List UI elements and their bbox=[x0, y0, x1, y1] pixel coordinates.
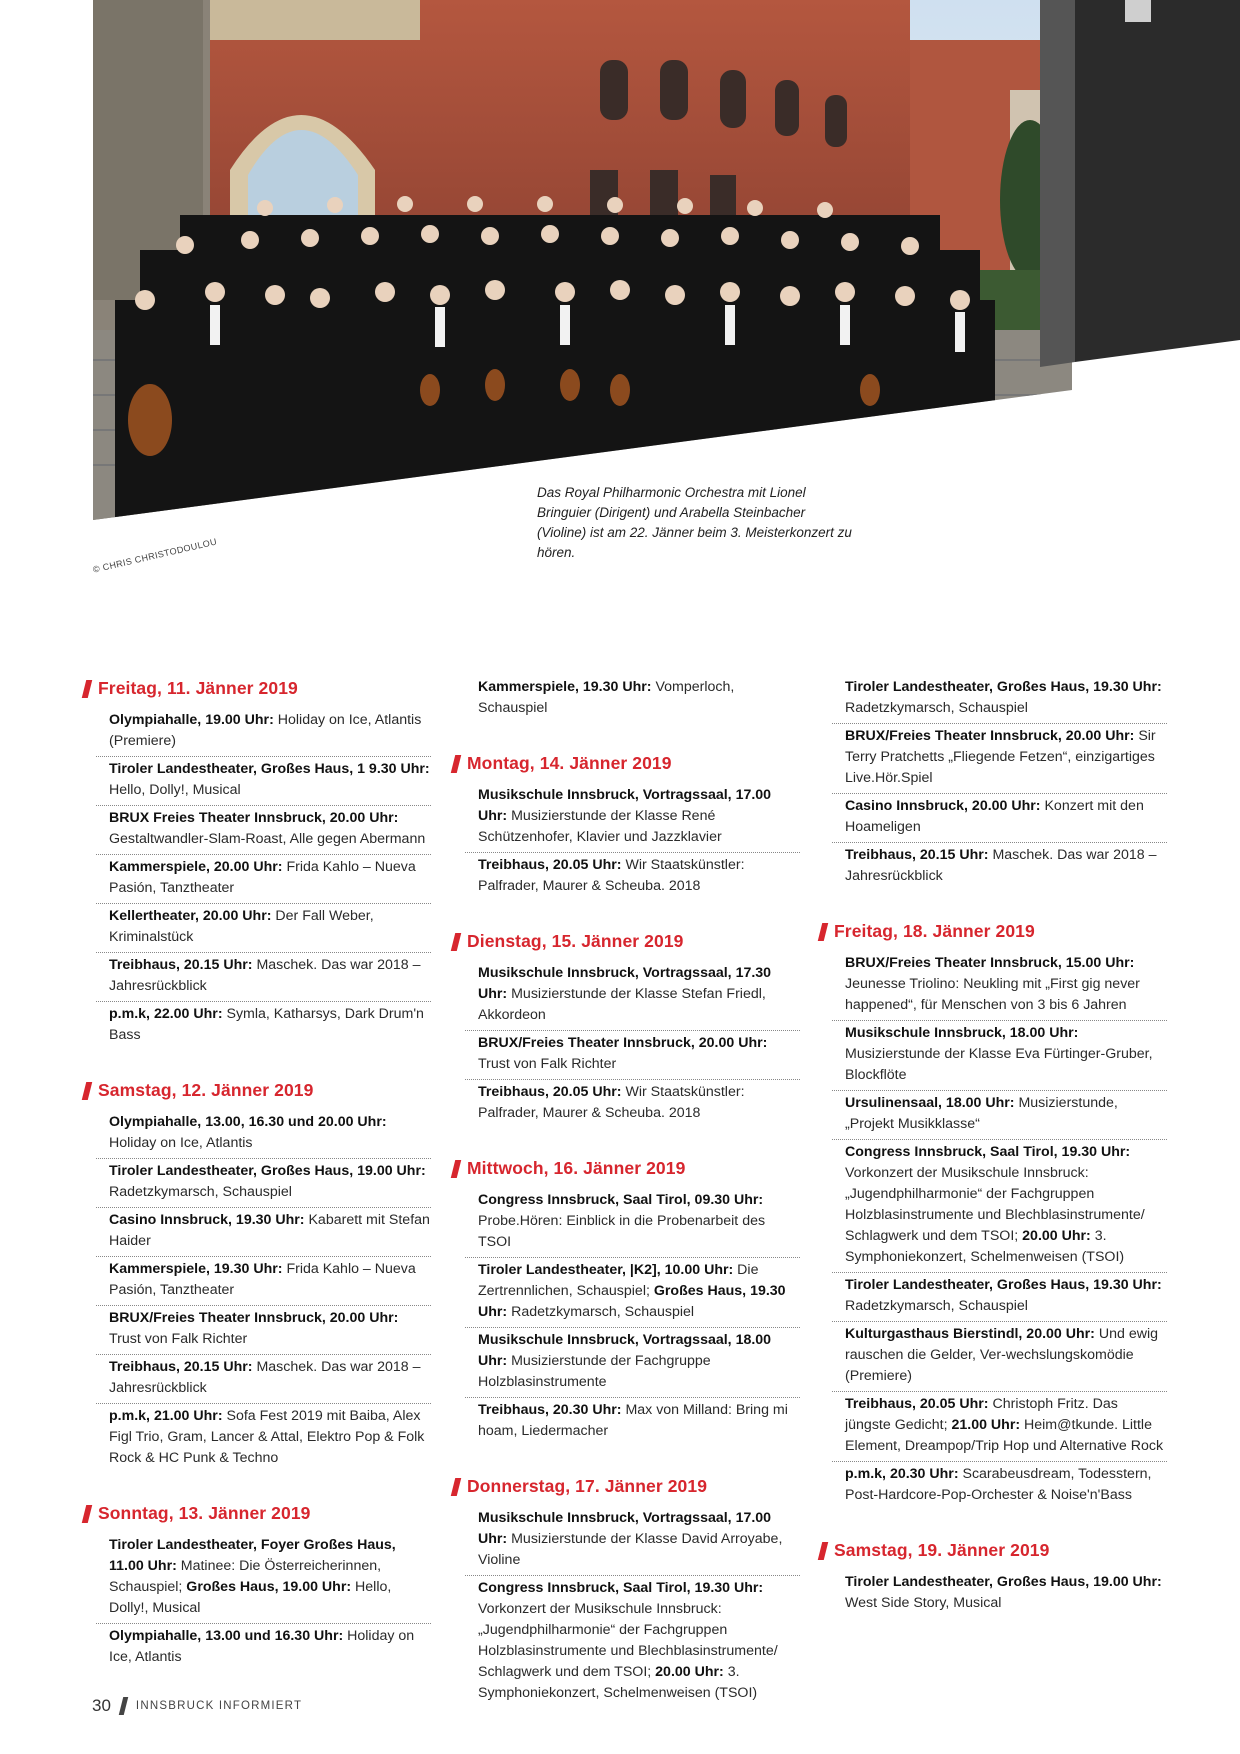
event-venue-time: Tiroler Landestheater, Großes Haus, 1 9.30 Uhr: bbox=[109, 761, 430, 777]
event-item bbox=[96, 1159, 431, 1208]
photo-credit: © CHRIS CHRISTODOULOU bbox=[92, 536, 218, 575]
event-venue-time: Kammerspiele, 20.00 Uhr: bbox=[109, 859, 283, 875]
event-description: Musizierstunde der Klasse René Schützenhofer, Klavier und Jazzklavier bbox=[478, 808, 722, 845]
event-venue-time: BRUX/Freies Theater Innsbruck, 15.00 Uhr: bbox=[845, 955, 1135, 971]
day-title: Dienstag, 15. Jänner 2019 bbox=[467, 931, 684, 951]
event-venue-time: Olympiahalle, 13.00 und 16.30 Uhr: bbox=[109, 1628, 344, 1644]
event-item bbox=[832, 675, 1167, 724]
event-venue-time: Treibhaus, 20.30 Uhr: bbox=[478, 1402, 622, 1418]
day-marker bbox=[451, 755, 461, 773]
event-venue-time: Kellertheater, 20.00 Uhr: bbox=[109, 908, 272, 924]
event-item bbox=[465, 853, 800, 901]
event-description: Wir Staatskünstler: Palfrader, Maurer & Scheuba. 2018 bbox=[478, 857, 745, 894]
event-item bbox=[96, 855, 431, 904]
day-title: Donnerstag, 17. Jänner 2019 bbox=[467, 1476, 708, 1496]
event-venue-time: BRUX/Freies Theater Innsbruck, 20.00 Uhr: bbox=[109, 1310, 399, 1326]
event-description: Und ewig rauschen die Gelder, Ver-wechslungskomödie (Premiere) bbox=[845, 1326, 1159, 1384]
event-item bbox=[465, 1576, 800, 1708]
event-item bbox=[465, 1506, 800, 1576]
day-marker bbox=[818, 1542, 828, 1560]
event-description: Musizierstunde der Fachgruppe Holzblasinstrumente bbox=[478, 1353, 711, 1390]
event-item bbox=[96, 1355, 431, 1404]
event-description: Hello, Dolly!, Musical bbox=[109, 1579, 392, 1616]
day-heading bbox=[453, 931, 800, 952]
event-venue-time: Musikschule Innsbruck, Vortragssaal, 17.30 Uhr: bbox=[478, 965, 772, 1002]
event-item bbox=[832, 1021, 1167, 1091]
event-venue-time: Casino Innsbruck, 20.00 Uhr: bbox=[845, 798, 1041, 814]
event-description: Frida Kahlo – Nueva Pasión, Tanztheater bbox=[109, 1261, 416, 1298]
event-list bbox=[465, 675, 800, 723]
event-item bbox=[96, 806, 431, 855]
event-description: Symla, Katharsys, Dark Drum'n Bass bbox=[109, 1006, 424, 1043]
event-venue-time: p.m.k, 20.30 Uhr: bbox=[845, 1466, 959, 1482]
event-item bbox=[832, 1140, 1167, 1273]
event-venue-time: BRUX/Freies Theater Innsbruck, 20.00 Uhr: bbox=[478, 1035, 768, 1051]
event-item bbox=[832, 951, 1167, 1021]
event-description: Vorkonzert der Musikschule Innsbruck: „Jugendphilharmonie“ der Fachgruppen Holzblasinstrumente und Blechblasinstrumente/ Schlagwerk und dem TSOI; bbox=[845, 1165, 1145, 1244]
event-description: Sofa Fest 2019 mit Baiba, Alex Figl Trio, Gram, Lancer & Attal, Elektro Pop & Folk Rock & HC Punk & Techno bbox=[109, 1408, 425, 1466]
event-venue-time: Tiroler Landestheater, |K2], 10.00 Uhr: bbox=[478, 1262, 734, 1278]
day-title: Samstag, 19. Jänner 2019 bbox=[834, 1540, 1050, 1560]
day-heading bbox=[84, 678, 431, 699]
event-item bbox=[465, 961, 800, 1031]
event-item bbox=[832, 1462, 1167, 1510]
day-heading bbox=[820, 921, 1167, 942]
event-description: West Side Story, Musical bbox=[845, 1595, 1002, 1611]
event-venue-time: Treibhaus, 20.15 Uhr: bbox=[845, 847, 989, 863]
event-venue-time: Kammerspiele, 19.30 Uhr: bbox=[109, 1261, 283, 1277]
event-description: Gestaltwandler-Slam-Roast, Alle gegen Abermann bbox=[109, 831, 426, 847]
event-venue-time: BRUX/Freies Theater Innsbruck, 20.00 Uhr: bbox=[845, 728, 1135, 744]
event-item bbox=[832, 1091, 1167, 1140]
column-2 bbox=[465, 675, 800, 1708]
event-description: Probe.Hören: Einblick in die Probenarbeit des TSOI bbox=[478, 1213, 766, 1250]
event-description: Christoph Fritz. Das jüngste Gedicht; bbox=[845, 1396, 1118, 1433]
event-description: Konzert mit den Hoameligen bbox=[845, 798, 1144, 835]
event-description: Jeunesse Triolino: Neukling mit „First gig never happened“, für Menschen von 3 bis 6 Jahren bbox=[845, 976, 1140, 1013]
event-venue-time: Treibhaus, 20.15 Uhr: bbox=[109, 1359, 253, 1375]
day-heading bbox=[84, 1503, 431, 1524]
event-venue-time: Olympiahalle, 19.00 Uhr: bbox=[109, 712, 274, 728]
event-venue-time: Congress Innsbruck, Saal Tirol, 19.30 Uhr: bbox=[478, 1580, 764, 1596]
event-venue-time: 20.00 Uhr: bbox=[1022, 1228, 1091, 1244]
event-item bbox=[832, 724, 1167, 794]
event-venue-time: p.m.k, 21.00 Uhr: bbox=[109, 1408, 223, 1424]
day-title: Sonntag, 13. Jänner 2019 bbox=[98, 1503, 311, 1523]
photo-caption: Das Royal Philharmonic Orchestra mit Lionel Bringuier (Dirigent) und Arabella Steinbacher (Violine) ist am 22. Jänner beim 3. Meisterkonzert zu hören. bbox=[537, 485, 852, 560]
event-description: 3. Symphoniekonzert, Schelmenweisen (TSOI) bbox=[478, 1664, 758, 1701]
event-venue-time: Musikschule Innsbruck, Vortragssaal, 18.00 Uhr: bbox=[478, 1332, 772, 1369]
event-item bbox=[96, 757, 431, 806]
event-venue-time: p.m.k, 22.00 Uhr: bbox=[109, 1006, 223, 1022]
event-item bbox=[465, 1031, 800, 1080]
event-item bbox=[465, 1080, 800, 1128]
event-venue-time: Treibhaus, 20.05 Uhr: bbox=[478, 857, 622, 873]
event-venue-time: Ursulinensaal, 18.00 Uhr: bbox=[845, 1095, 1015, 1111]
event-description: Maschek. Das war 2018 – Jahresrückblick bbox=[845, 847, 1157, 884]
event-item bbox=[96, 1208, 431, 1257]
event-description: Kabarett mit Stefan Haider bbox=[109, 1212, 430, 1249]
event-description: Musizierstunde, „Projekt Musikklasse“ bbox=[845, 1095, 1118, 1132]
event-venue-time: Tiroler Landestheater, Foyer Großes Haus, 11.00 Uhr: bbox=[109, 1537, 396, 1574]
event-description: Maschek. Das war 2018 – Jahresrückblick bbox=[109, 957, 421, 994]
day-marker bbox=[82, 1082, 92, 1100]
event-description: Hello, Dolly!, Musical bbox=[109, 782, 241, 798]
day-title: Mittwoch, 16. Jänner 2019 bbox=[467, 1158, 686, 1178]
day-marker bbox=[451, 1478, 461, 1496]
event-item bbox=[96, 1306, 431, 1355]
day-title: Freitag, 18. Jänner 2019 bbox=[834, 921, 1035, 941]
event-description: 3. Symphoniekonzert, Schelmenweisen (TSOI) bbox=[845, 1228, 1125, 1265]
event-item bbox=[832, 1322, 1167, 1392]
day-marker bbox=[818, 923, 828, 941]
event-list bbox=[96, 708, 431, 1050]
page-number: 30 bbox=[92, 1696, 111, 1715]
event-description: Heim@tkunde. Little Element, Dreampop/Trip Hop und Alternative Rock bbox=[845, 1417, 1164, 1454]
event-venue-time: Olympiahalle, 13.00, 16.30 und 20.00 Uhr: bbox=[109, 1114, 387, 1130]
event-description: Holiday on Ice, Atlantis bbox=[109, 1135, 253, 1151]
event-item bbox=[465, 1188, 800, 1258]
event-venue-time: Kammerspiele, 19.30 Uhr: bbox=[478, 679, 652, 695]
event-venue-time: BRUX Freies Theater Innsbruck, 20.00 Uhr: bbox=[109, 810, 399, 826]
day-marker bbox=[82, 1505, 92, 1523]
event-item bbox=[96, 953, 431, 1002]
day-heading bbox=[84, 1080, 431, 1101]
day-heading bbox=[453, 1158, 800, 1179]
event-description: Trust von Falk Richter bbox=[478, 1056, 617, 1072]
day-title: Montag, 14. Jänner 2019 bbox=[467, 753, 672, 773]
event-description: Holiday on Ice, Atlantis (Premiere) bbox=[109, 712, 422, 749]
event-item bbox=[465, 675, 800, 723]
event-description: Musizierstunde der Klasse David Arroyabe, Violine bbox=[478, 1531, 783, 1568]
event-description: Radetzkymarsch, Schauspiel bbox=[845, 1298, 1028, 1314]
event-item bbox=[832, 843, 1167, 891]
event-venue-time: 21.00 Uhr: bbox=[951, 1417, 1021, 1433]
event-item bbox=[832, 1392, 1167, 1462]
event-description: Vomperloch, Schauspiel bbox=[478, 679, 735, 716]
event-description: Musizierstunde der Klasse Eva Fürtinger-Gruber, Blockflöte bbox=[845, 1046, 1153, 1083]
event-list bbox=[465, 783, 800, 901]
event-description: Radetzkymarsch, Schauspiel bbox=[507, 1304, 695, 1320]
event-list bbox=[465, 1188, 800, 1446]
event-venue-time: Großes Haus, 19.30 Uhr: bbox=[478, 1283, 786, 1320]
event-description: Radetzkymarsch, Schauspiel bbox=[109, 1184, 292, 1200]
event-venue-time: Congress Innsbruck, Saal Tirol, 09.30 Uhr: bbox=[478, 1192, 764, 1208]
column-3 bbox=[832, 675, 1167, 1618]
day-marker bbox=[451, 933, 461, 951]
event-venue-time: 20.00 Uhr: bbox=[655, 1664, 724, 1680]
event-list bbox=[96, 1110, 431, 1473]
event-venue-time: Tiroler Landestheater, Großes Haus, 19.30 Uhr: bbox=[845, 679, 1162, 695]
event-item bbox=[96, 904, 431, 953]
event-item bbox=[465, 783, 800, 853]
event-item bbox=[96, 708, 431, 757]
event-venue-time: Tiroler Landestheater, Großes Haus, 19.30 Uhr: bbox=[845, 1277, 1162, 1293]
event-description: Frida Kahlo – Nueva Pasión, Tanztheater bbox=[109, 859, 416, 896]
day-heading bbox=[820, 1540, 1167, 1561]
event-venue-time: Musikschule Innsbruck, Vortragssaal, 17.00 Uhr: bbox=[478, 1510, 772, 1547]
event-item bbox=[96, 1257, 431, 1306]
event-item bbox=[465, 1258, 800, 1328]
event-description: Scarabeusdream, Todesstern, Post-Hardcore-Pop-Orchester & Noise'n'Bass bbox=[845, 1466, 1152, 1503]
publication-name: INNSBRUCK INFORMIERT bbox=[135, 1700, 303, 1712]
event-item bbox=[96, 1533, 431, 1624]
event-description: Vorkonzert der Musikschule Innsbruck: „Jugendphilharmonie“ der Fachgruppen Holzblasinstrumente und Blechblasinstrumente/ Schlagwerk und dem TSOI; bbox=[478, 1601, 778, 1680]
day-marker bbox=[82, 680, 92, 698]
event-venue-time: Treibhaus, 20.05 Uhr: bbox=[478, 1084, 622, 1100]
event-description: Musizierstunde der Klasse Stefan Friedl, Akkordeon bbox=[478, 986, 766, 1023]
event-description: Holiday on Ice, Atlantis bbox=[109, 1628, 415, 1665]
event-description: Sir Terry Pratchetts „Fliegende Fetzen“, einzigartiges Live.Hör.Spiel bbox=[845, 728, 1156, 786]
event-venue-time: Kulturgasthaus Bierstindl, 20.00 Uhr: bbox=[845, 1326, 1095, 1342]
event-item bbox=[96, 1624, 431, 1672]
event-item bbox=[465, 1328, 800, 1398]
event-venue-time: Treibhaus, 20.05 Uhr: bbox=[845, 1396, 989, 1412]
column-1 bbox=[96, 675, 431, 1672]
event-item bbox=[96, 1002, 431, 1050]
event-list bbox=[465, 1506, 800, 1708]
event-description: Matinee: Die Österreicherinnen, Schauspiel; bbox=[109, 1558, 382, 1595]
event-list bbox=[832, 1570, 1167, 1618]
event-item bbox=[832, 794, 1167, 843]
event-item bbox=[832, 1273, 1167, 1322]
event-description: Max von Milland: Bring mi hoam, Liedermacher bbox=[478, 1402, 788, 1439]
event-item bbox=[465, 1398, 800, 1446]
event-description: Wir Staatskünstler: Palfrader, Maurer & Scheuba. 2018 bbox=[478, 1084, 745, 1121]
day-marker bbox=[451, 1160, 461, 1178]
event-list bbox=[832, 951, 1167, 1510]
event-description: Maschek. Das war 2018 – Jahresrückblick bbox=[109, 1359, 421, 1396]
event-list bbox=[832, 675, 1167, 891]
day-title: Samstag, 12. Jänner 2019 bbox=[98, 1080, 314, 1100]
event-venue-time: Congress Innsbruck, Saal Tirol, 19.30 Uhr: bbox=[845, 1144, 1131, 1160]
day-title: Freitag, 11. Jänner 2019 bbox=[98, 678, 298, 698]
event-list bbox=[96, 1533, 431, 1672]
day-heading bbox=[453, 753, 800, 774]
event-venue-time: Musikschule Innsbruck, Vortragssaal, 17.00 Uhr: bbox=[478, 787, 772, 824]
page-footer bbox=[92, 1696, 302, 1716]
event-description: Trust von Falk Richter bbox=[109, 1331, 248, 1347]
event-description: Die Zertrennlichen, Schauspiel; bbox=[478, 1262, 759, 1299]
event-item bbox=[96, 1110, 431, 1159]
orchestra-photo bbox=[0, 0, 1240, 560]
footer-divider bbox=[119, 1697, 128, 1715]
day-heading bbox=[453, 1476, 800, 1497]
event-venue-time: Großes Haus, 19.00 Uhr: bbox=[186, 1579, 352, 1595]
event-description: Radetzkymarsch, Schauspiel bbox=[845, 700, 1028, 716]
event-venue-time: Tiroler Landestheater, Großes Haus, 19.00 Uhr: bbox=[845, 1574, 1162, 1590]
event-venue-time: Musikschule Innsbruck, 18.00 Uhr: bbox=[845, 1025, 1079, 1041]
event-venue-time: Tiroler Landestheater, Großes Haus, 19.00 Uhr: bbox=[109, 1163, 426, 1179]
event-item bbox=[832, 1570, 1167, 1618]
event-venue-time: Treibhaus, 20.15 Uhr: bbox=[109, 957, 253, 973]
event-list bbox=[465, 961, 800, 1128]
event-description: Der Fall Weber, Kriminalstück bbox=[109, 908, 374, 945]
event-item bbox=[96, 1404, 431, 1473]
event-venue-time: Casino Innsbruck, 19.30 Uhr: bbox=[109, 1212, 305, 1228]
